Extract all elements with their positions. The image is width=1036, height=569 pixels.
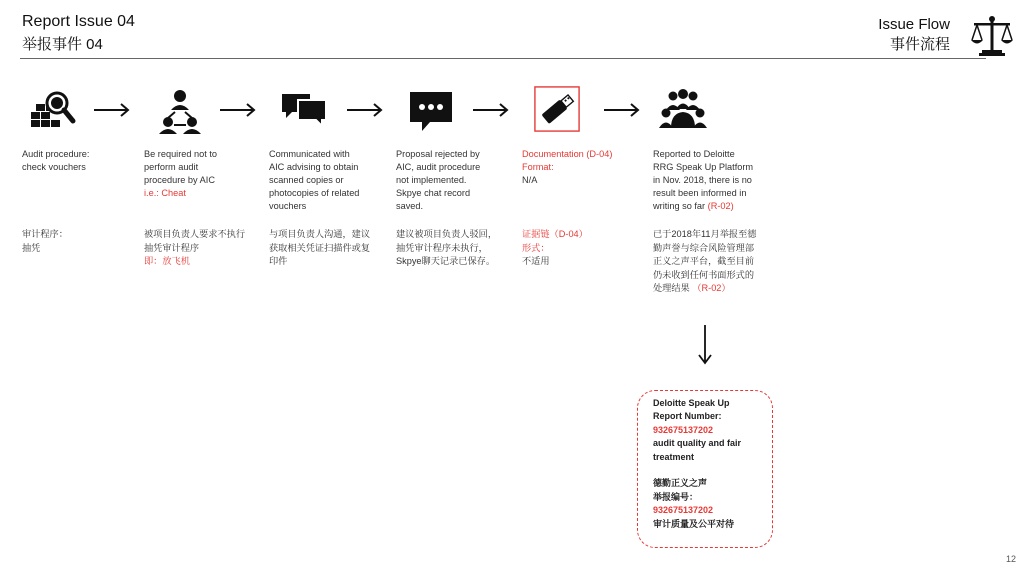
text-segment: Communicated with — [269, 149, 350, 159]
text-line — [22, 242, 68, 256]
text-line — [653, 504, 741, 517]
text-line — [22, 228, 68, 242]
text-line — [396, 174, 480, 187]
text-segment: 被项目负责人要求不执行 — [144, 229, 246, 239]
highlight-text: （R-02） — [692, 283, 731, 293]
text-segment: vouchers — [269, 201, 307, 211]
text-line — [269, 187, 359, 200]
text-line — [653, 410, 741, 423]
text-segment: Skpye chat record — [396, 188, 471, 198]
page-title-cn: 举报事件 04 — [22, 36, 103, 53]
text-line — [522, 161, 612, 174]
text-line — [522, 174, 612, 187]
chat-bubbles-icon — [280, 88, 330, 134]
flow-arrow-icon — [220, 103, 256, 117]
text-line — [653, 228, 756, 242]
text-line — [653, 477, 741, 490]
text-segment: 举报编号： — [653, 491, 699, 502]
step-6-en — [653, 148, 753, 213]
highlight-text: 证据链（D-04） — [522, 229, 588, 239]
text-segment: RRG Speak Up Platform — [653, 162, 754, 172]
section-label-cn: 事件流程 — [889, 36, 950, 53]
text-segment: 获取相关凭证扫描件或复 — [269, 242, 371, 253]
text-line — [144, 187, 217, 200]
text-segment: 抽凭 — [22, 242, 41, 253]
text-segment: 审计质量及公平对待 — [653, 518, 735, 529]
text-line — [144, 255, 245, 269]
text-line — [522, 148, 612, 161]
text-line — [144, 228, 245, 242]
text-segment: 建议被项目负责人驳回， — [396, 229, 498, 239]
text-segment: in Nov. 2018, there is no — [653, 175, 752, 185]
text-segment: photocopies of related — [269, 188, 360, 198]
people-network-icon — [155, 88, 205, 134]
text-line — [144, 242, 245, 256]
text-segment: N/A — [522, 175, 538, 185]
usb-drive-icon — [532, 86, 582, 132]
page-title-en: Report Issue 04 — [22, 13, 135, 30]
text-segment: 德勤正义之声 — [653, 478, 708, 489]
chat-message-icon — [406, 88, 456, 134]
text-line — [522, 228, 588, 242]
text-line — [653, 397, 741, 410]
highlight-text: 932675137202 — [653, 424, 714, 435]
text-line — [269, 242, 370, 256]
text-line — [396, 242, 497, 256]
report-number-text — [653, 397, 741, 531]
step-1-cn — [22, 228, 68, 255]
audit-search-icon — [28, 88, 78, 134]
text-line — [144, 161, 217, 174]
text-line — [269, 148, 359, 161]
text-segment: Be required not to — [144, 149, 218, 159]
text-line — [522, 242, 588, 256]
text-line — [653, 437, 741, 450]
text-line — [144, 148, 217, 161]
text-line — [653, 282, 756, 296]
flow-arrow-icon — [604, 103, 640, 117]
text-segment: 抽凭审计程序 — [144, 242, 200, 253]
text-segment: audit quality and fair — [653, 438, 742, 449]
header-divider — [20, 58, 986, 59]
text-segment: 不适用 — [522, 256, 550, 266]
text-segment: 已于2018年11月举报至德 — [653, 229, 757, 239]
text-line — [653, 161, 753, 174]
highlight-text: (R-02) — [707, 201, 734, 211]
step-6-cn — [653, 228, 756, 296]
text-line — [653, 242, 756, 256]
highlight-text: Documentation (D-04) — [522, 149, 613, 159]
text-segment: Proposal rejected by — [396, 149, 480, 159]
text-segment: Report Number: — [653, 411, 722, 422]
text-segment: procedure by AIC — [144, 175, 215, 185]
text-line — [269, 161, 359, 174]
text-segment: treatment — [653, 451, 695, 462]
text-line — [653, 187, 753, 200]
text-line — [653, 255, 756, 269]
text-segment: 印件 — [269, 256, 288, 266]
text-line — [396, 200, 480, 213]
text-line — [653, 424, 741, 437]
text-line — [653, 518, 741, 531]
text-segment — [653, 465, 656, 475]
text-line — [396, 228, 497, 242]
text-segment: Deloitte Speak Up — [653, 398, 730, 408]
text-line — [144, 174, 217, 187]
text-segment: 抽凭审计程序未执行， — [396, 242, 488, 253]
text-segment: 正义之声平台，截至目前 — [653, 256, 755, 266]
text-segment: perform audit — [144, 162, 199, 172]
down-arrow-icon — [696, 325, 714, 365]
text-line — [653, 148, 753, 161]
flow-arrow-icon — [347, 103, 383, 117]
justice-scale-icon — [970, 14, 1014, 58]
text-line — [396, 255, 497, 269]
text-segment: 仍未收到任何书面形式的 — [653, 269, 755, 280]
text-segment: AIC advising to obtain — [269, 162, 359, 172]
text-line — [653, 200, 753, 213]
highlight-text: Format: — [522, 162, 554, 172]
text-line — [269, 174, 359, 187]
step-4-en — [396, 148, 480, 213]
text-segment: Reported to Deloitte — [653, 149, 735, 159]
text-line — [653, 269, 756, 283]
text-segment: saved. — [396, 201, 424, 211]
text-line — [396, 187, 480, 200]
highlight-text: 形式： — [522, 242, 550, 253]
text-line — [522, 255, 588, 269]
text-line — [653, 174, 753, 187]
text-segment: check vouchers — [22, 162, 86, 172]
text-line — [269, 228, 370, 242]
text-segment: not implemented. — [396, 175, 467, 185]
step-3-en — [269, 148, 359, 213]
text-line — [396, 148, 480, 161]
step-2-en — [144, 148, 217, 200]
text-segment: writing so far — [653, 201, 708, 211]
text-segment: 处理结果 — [653, 283, 693, 293]
highlight-text: 932675137202 — [653, 505, 714, 516]
text-segment: Audit procedure: — [22, 149, 90, 159]
flow-arrow-icon — [94, 103, 130, 117]
text-segment: AIC, audit procedure — [396, 162, 481, 172]
highlight-text: i.e.: Cheat — [144, 188, 186, 198]
text-segment: Skpye聊天记录已保存。 — [396, 256, 496, 266]
text-line — [396, 161, 480, 174]
step-5-cn — [522, 228, 588, 269]
text-line — [22, 148, 89, 161]
audience-group-icon — [658, 88, 708, 134]
text-segment: 审计程序： — [22, 229, 68, 239]
step-2-cn — [144, 228, 245, 269]
page-number: 12 — [1005, 554, 1016, 564]
text-segment: result been informed in — [653, 188, 747, 198]
step-5-en — [522, 148, 612, 187]
step-1-en — [22, 148, 89, 174]
step-4-cn — [396, 228, 497, 269]
text-segment: 勤声誉与综合风险管理部 — [653, 242, 755, 253]
text-line — [269, 255, 370, 269]
section-label-en: Issue Flow — [878, 16, 950, 33]
text-segment: 与项目负责人沟通，建议 — [269, 229, 371, 239]
text-line — [653, 491, 741, 504]
step-3-cn — [269, 228, 370, 269]
text-line — [22, 161, 89, 174]
flow-arrow-icon — [473, 103, 509, 117]
highlight-text: 即：放飞机 — [144, 256, 190, 266]
text-segment: scanned copies or — [269, 175, 344, 185]
text-line — [653, 464, 741, 477]
text-line — [653, 451, 741, 464]
text-line — [269, 200, 359, 213]
